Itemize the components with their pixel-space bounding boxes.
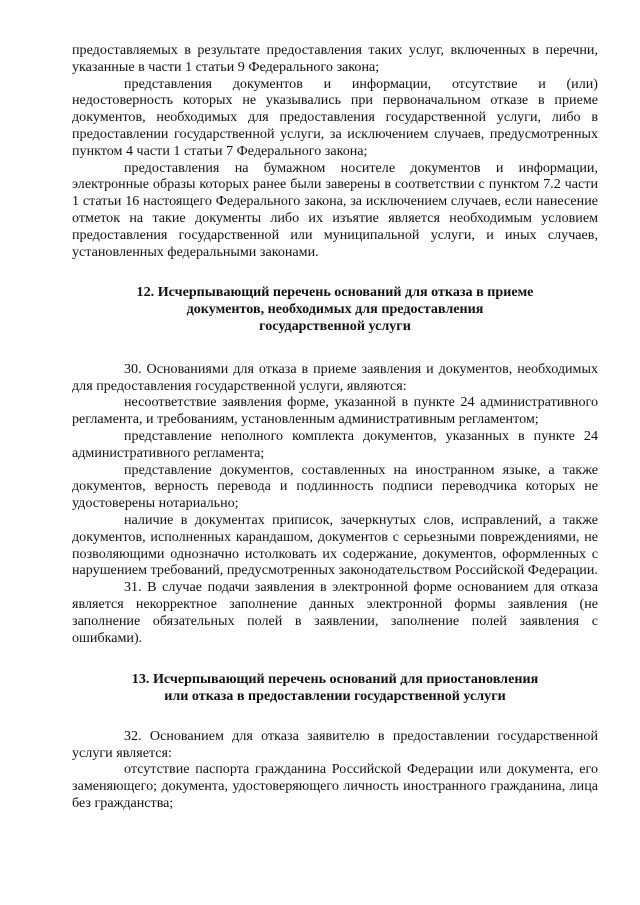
section-13-heading-line-2: или отказа в предоставлении государственной услуги <box>164 688 506 705</box>
section-12-heading-line-3: государственной услуги <box>259 317 411 334</box>
section-12-item-incomplete-set: представление неполного комплекта документов, указанных в пункте 24 административного регламента; <box>72 427 598 461</box>
section-12-paragraph-31: 31. В случае подачи заявления в электронной форме основанием для отказа является некорректное заполнение данных электронной формы заявления (не заполнение обязательных полей в заявлении, заполнение полей заявления с ошибками). <box>72 579 598 646</box>
section-12-item-foreign-language: представление документов, составленных на иностранном языке, а также документов, верность перевода и подлинность подписи переводчика которых не удостоверены нотариально; <box>72 461 598 512</box>
intro-paragraph-1: предоставляемых в результате предоставления таких услуг, включенных в перечни, указанные в части 1 статьи 9 Федерального закона; <box>72 42 598 75</box>
section-13-paragraph-32: 32. Основанием для отказа заявителю в предоставлении государственной услуги является: <box>72 727 598 761</box>
section-12-heading <box>72 284 598 334</box>
intro-paragraph-3: предоставления на бумажном носителе документов и информации, электронные образы которых ранее были заверены в соответствии с пунктом 7.2 части 1 статьи 16 настоящего Федерального закона, за исключением случаев, если нанесение отметок на такие документы либо их изъятие является необходимым условием предоставления государственной или муниципальной услуги, и иных случаев, установленных федеральными законами. <box>72 159 598 260</box>
section-13-heading <box>72 671 598 705</box>
section-12-body <box>72 361 598 647</box>
section-12-item-form-mismatch: несоответствие заявления форме, указанной в пункте 24 административного регламента, и требованиям, установленным административным регламентом; <box>72 394 598 428</box>
section-12-paragraph-30: 30. Основаниями для отказа в приеме заявления и документов, необходимых для предоставления государственной услуги, являются: <box>72 360 598 394</box>
intro-paragraph-2: представления документов и информации, отсутствие и (или) недостоверность которых не указывались при первоначальном отказе в приеме документов, необходимых для предоставления государственной услуги, либо в предоставлении государственной услуги, за исключением случаев, предусмотренных пунктом 4 части 1 статьи 7 Федерального закона; <box>72 75 598 159</box>
section-13-heading-line-1: 13. Исчерпывающий перечень оснований для приостановления <box>131 671 539 688</box>
section-13-item-no-passport: отсутствие паспорта гражданина Российской Федерации или документа, его заменяющего; документа, удостоверяющего личность иностранного гражданина, лица без гражданства; <box>72 761 598 812</box>
section-12-item-corrections: наличие в документах приписок, зачеркнутых слов, исправлений, а также документов, исполненных карандашом, документов с серьезными повреждениями, не позволяющими однозначно истолковать их содержание, документов, оформленных с нарушением требований, предусмотренных законодательством Российской Федерации. <box>72 511 598 579</box>
section-12-heading-line-2: документов, необходимых для предоставления <box>186 301 484 318</box>
section-12-heading-line-1: 12. Исчерпывающий перечень оснований для отказа в приеме <box>136 284 534 301</box>
section-13-body <box>72 728 598 812</box>
intro-block <box>72 42 598 260</box>
